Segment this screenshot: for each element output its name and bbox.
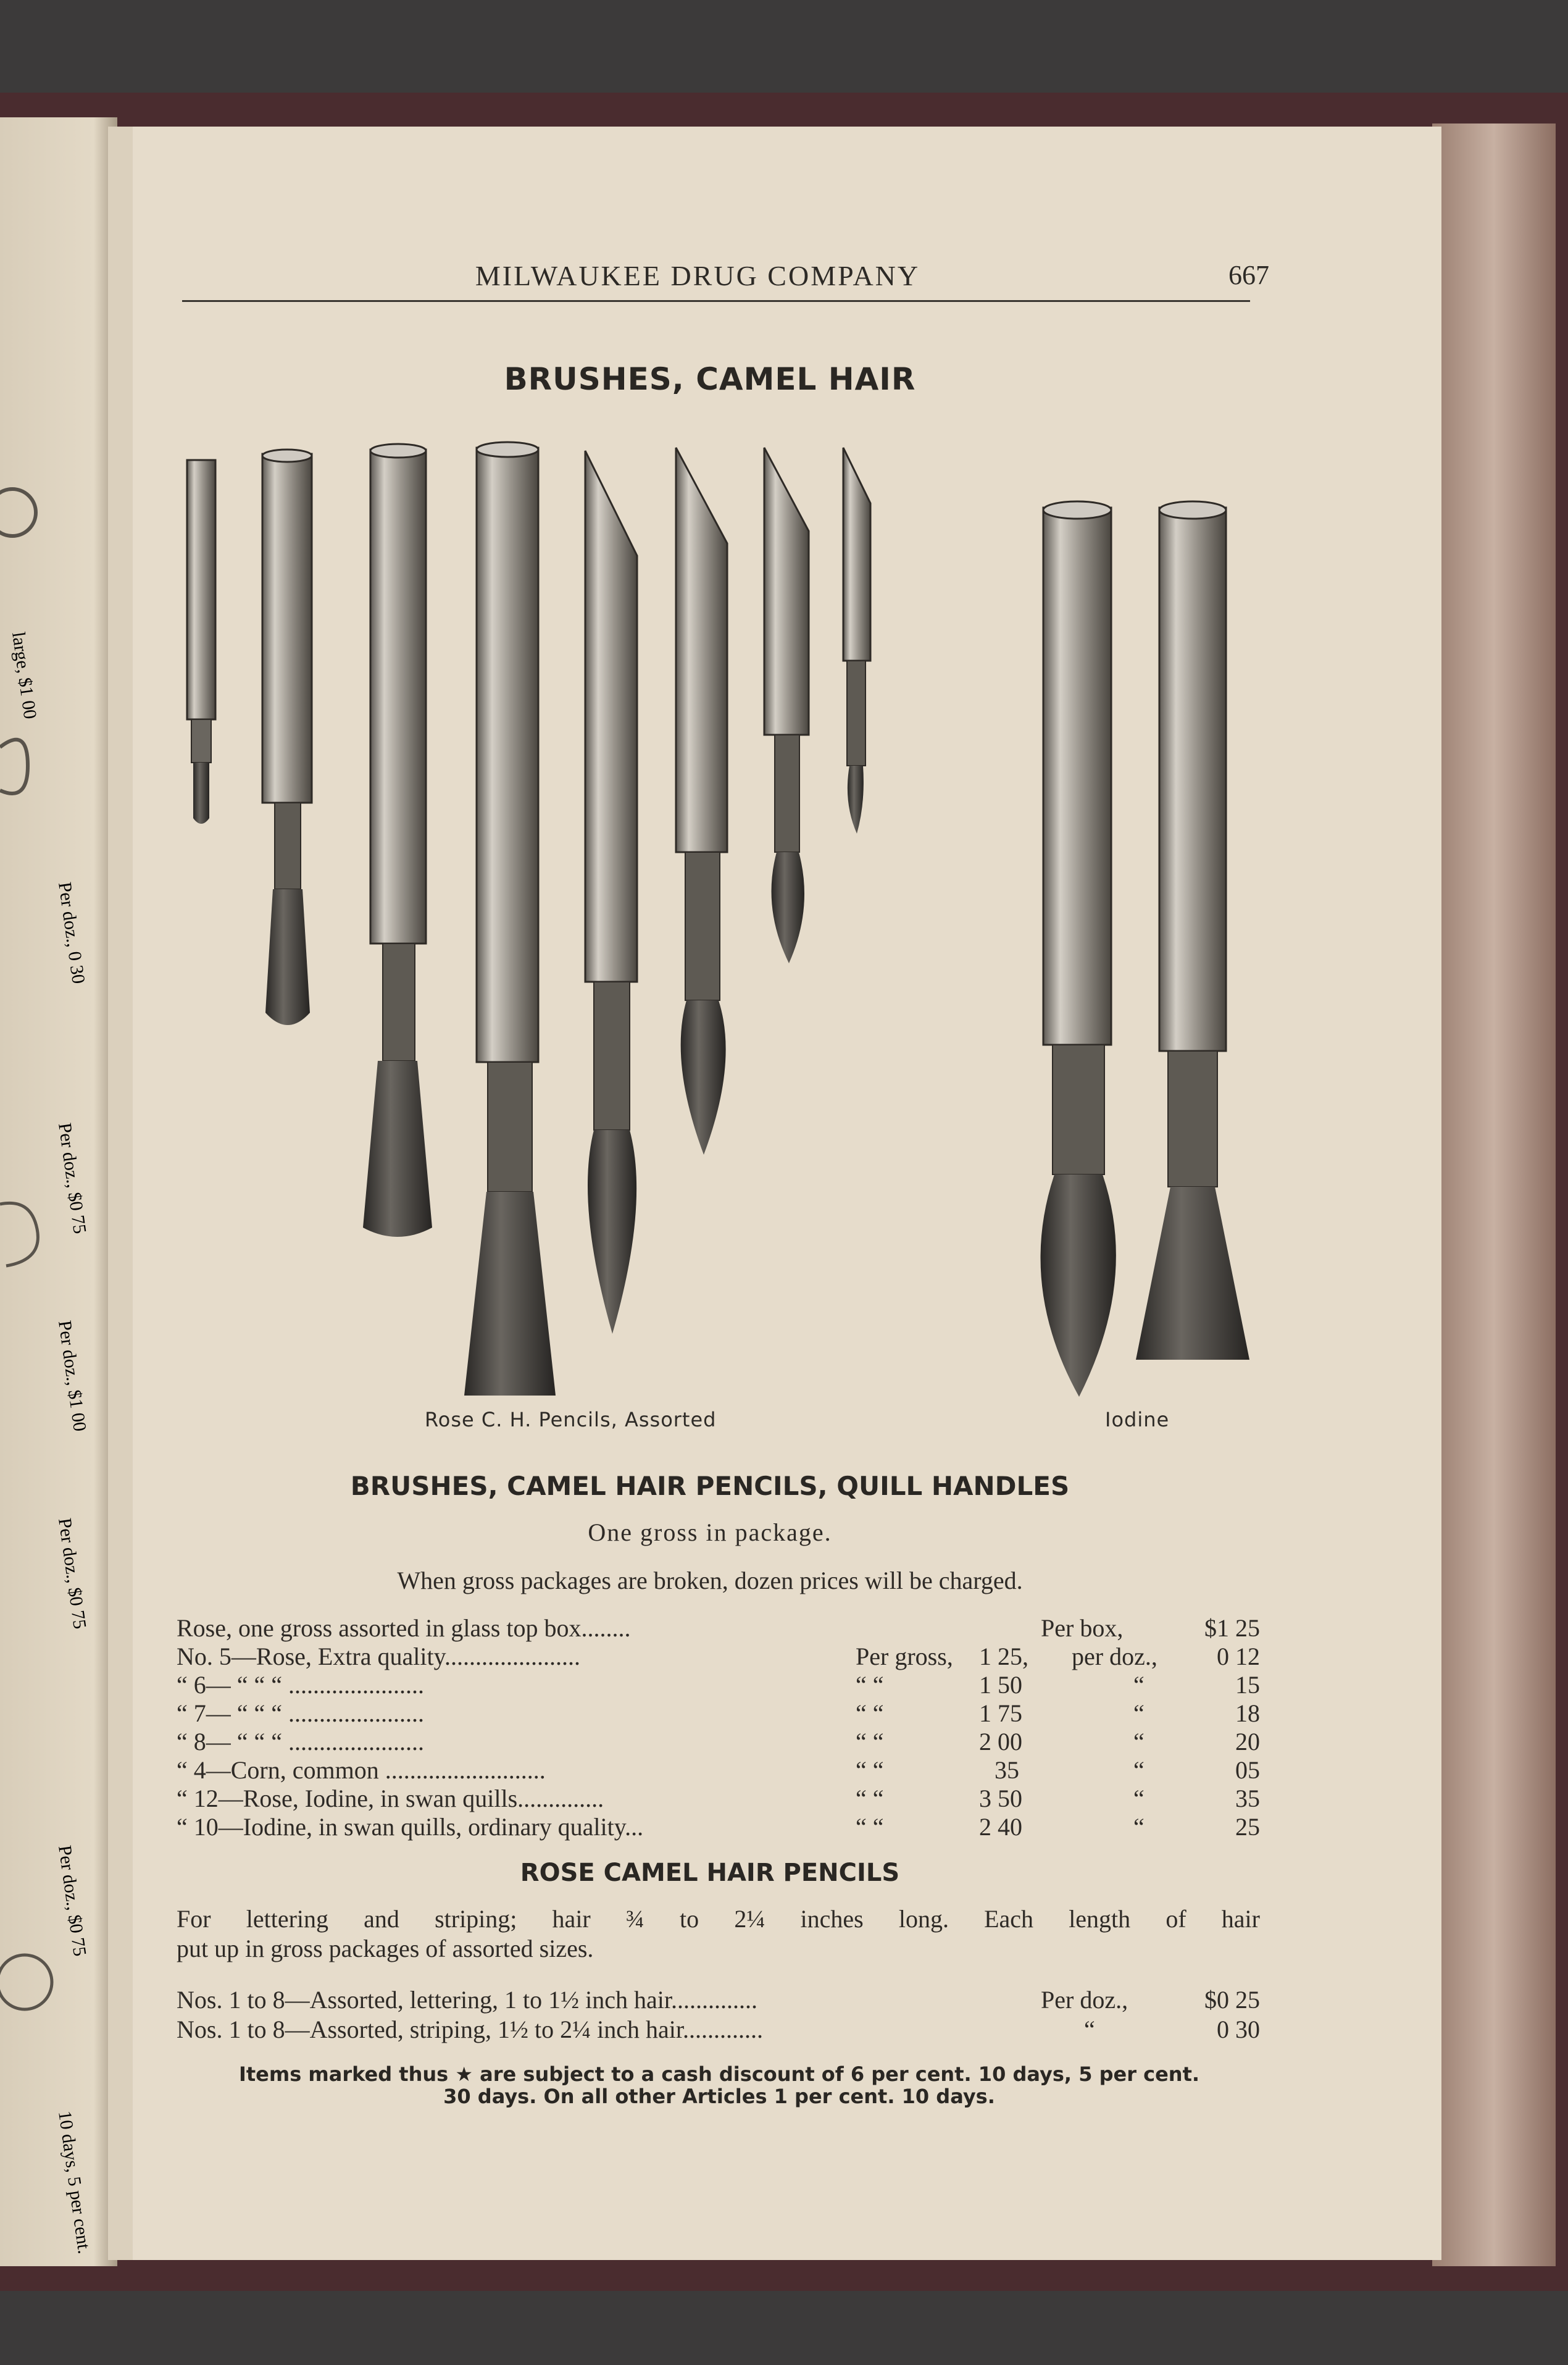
item-unit-doz: “ xyxy=(1133,1728,1145,1756)
item-unit: “ “ xyxy=(856,1699,884,1727)
discount-note-line-1: Items marked thus ★ are subject to a cash discount of 6 per cent. 10 days, 5 per cent. xyxy=(238,2062,1200,2086)
description-line-1: For lettering and striping; hair ¾ to 2¼ inches long. Each length of hair xyxy=(177,1905,1260,1933)
item-unit: “ “ xyxy=(856,1671,884,1699)
item-unit-doz: “ xyxy=(1133,1813,1145,1841)
item-unit-doz: “ xyxy=(1133,1671,1145,1699)
item-doz-price: 35 xyxy=(1235,1785,1260,1812)
section-title-quill-handles: BRUSHES, CAMEL HAIR PENCILS, QUILL HANDLES xyxy=(350,1471,1070,1501)
svg-text:Per doz., $1 00: Per doz., $1 00 xyxy=(54,1319,90,1433)
item-unit: “ xyxy=(1084,2015,1095,2043)
item-unit: “ “ xyxy=(856,1756,884,1784)
brush-3 xyxy=(363,444,432,1237)
header-rule xyxy=(182,300,1250,302)
price-row xyxy=(177,1784,1260,1812)
item-description: “ 6— “ “ “ ...................... xyxy=(177,1671,425,1699)
item-doz-price: 18 xyxy=(1235,1699,1260,1727)
svg-text:Per doz., $0 75: Per doz., $0 75 xyxy=(54,1844,90,1958)
item-price: 0 30 xyxy=(1217,2015,1260,2043)
item-doz-price: 0 12 xyxy=(1217,1643,1260,1670)
item-gross-price: 3 50 xyxy=(979,1785,1022,1812)
item-unit: Per box, xyxy=(1041,1614,1124,1642)
item-description: No. 5—Rose, Extra quality...................... xyxy=(177,1643,581,1670)
caption-iodine: Iodine xyxy=(1105,1408,1170,1431)
item-unit: “ “ xyxy=(856,1728,884,1756)
item-unit: Per doz., xyxy=(1041,1986,1128,2014)
item-unit-doz: “ xyxy=(1133,1785,1145,1812)
section-title-rose-pencils: ROSE CAMEL HAIR PENCILS xyxy=(520,1859,900,1887)
item-doz-price: 20 xyxy=(1235,1728,1260,1756)
item-doz-price: 25 xyxy=(1235,1813,1260,1841)
item-price: $0 25 xyxy=(1204,1986,1260,2014)
item-unit-doz: “ xyxy=(1133,1699,1145,1727)
item-gross-price: 2 00 xyxy=(979,1728,1022,1756)
price-row xyxy=(177,2015,1260,2043)
item-price: $1 25 xyxy=(1204,1614,1260,1642)
broken-package-note: When gross packages are broken, dozen prices will be charged. xyxy=(397,1567,1023,1594)
item-gross-price: 1 75 xyxy=(979,1699,1022,1727)
price-row xyxy=(177,1699,1260,1727)
item-unit: “ “ xyxy=(856,1785,884,1812)
description-line-2: put up in gross packages of assorted sizes. xyxy=(177,1935,594,1962)
svg-text:Per doz., $0 75: Per doz., $0 75 xyxy=(54,1121,90,1236)
item-unit: “ “ xyxy=(856,1813,884,1841)
page-edges xyxy=(1432,123,1556,2266)
price-row xyxy=(177,1642,1260,1670)
item-description: “ 8— “ “ “ ...................... xyxy=(177,1728,425,1756)
brush-5 xyxy=(585,451,637,1334)
price-row xyxy=(177,1812,1260,1841)
page-number: 667 xyxy=(1228,260,1269,290)
item-gross-price: 1 25, xyxy=(979,1643,1028,1670)
item-gross-price: 1 50 xyxy=(979,1671,1022,1699)
item-description: Rose, one gross assorted in glass top box........ xyxy=(177,1614,631,1642)
item-unit-doz: “ xyxy=(1133,1756,1145,1784)
price-row xyxy=(177,1985,1260,2014)
item-doz-price: 15 xyxy=(1235,1671,1260,1699)
svg-text:large, $1 00: large, $1 00 xyxy=(8,630,41,721)
item-gross-price: 35 xyxy=(995,1756,1019,1784)
item-description: “ 4—Corn, common .......................... xyxy=(177,1756,546,1784)
caption-rose-pencils: Rose C. H. Pencils, Assorted xyxy=(425,1408,717,1431)
package-note: One gross in package. xyxy=(588,1518,832,1546)
item-gross-price: 2 40 xyxy=(979,1813,1022,1841)
item-description: “ 10—Iodine, in swan quills, ordinary quality... xyxy=(177,1813,644,1841)
item-unit-doz: per doz., xyxy=(1072,1643,1157,1670)
iodine-brush-1 xyxy=(1041,501,1116,1397)
svg-text:Per doz., 0 30: Per doz., 0 30 xyxy=(54,881,89,986)
svg-text:Per doz., $0 75: Per doz., $0 75 xyxy=(54,1517,90,1631)
item-description: Nos. 1 to 8—Assorted, lettering, 1 to 1½ inch hair.............. xyxy=(177,1986,758,2014)
brush-6 xyxy=(676,448,727,1155)
main-title: BRUSHES, CAMEL HAIR xyxy=(504,361,916,397)
price-row xyxy=(177,1614,1260,1642)
svg-text:10 days, 5 per cent.: 10 days, 5 per cent. xyxy=(54,2109,95,2255)
running-header: MILWAUKEE DRUG COMPANY xyxy=(475,260,920,291)
item-description: “ 12—Rose, Iodine, in swan quills.............. xyxy=(177,1785,604,1812)
price-row xyxy=(177,1670,1260,1699)
left-page xyxy=(0,117,117,2266)
item-description: “ 7— “ “ “ ...................... xyxy=(177,1699,425,1727)
item-unit: Per gross, xyxy=(856,1643,953,1670)
price-row xyxy=(177,1727,1260,1756)
price-row xyxy=(177,1756,1260,1784)
item-doz-price: 05 xyxy=(1235,1756,1260,1784)
discount-note-line-2: 30 days. On all other Articles 1 per cent. 10 days. xyxy=(443,2085,995,2108)
item-description: Nos. 1 to 8—Assorted, striping, 1½ to 2¼ inch hair............. xyxy=(177,2015,763,2043)
